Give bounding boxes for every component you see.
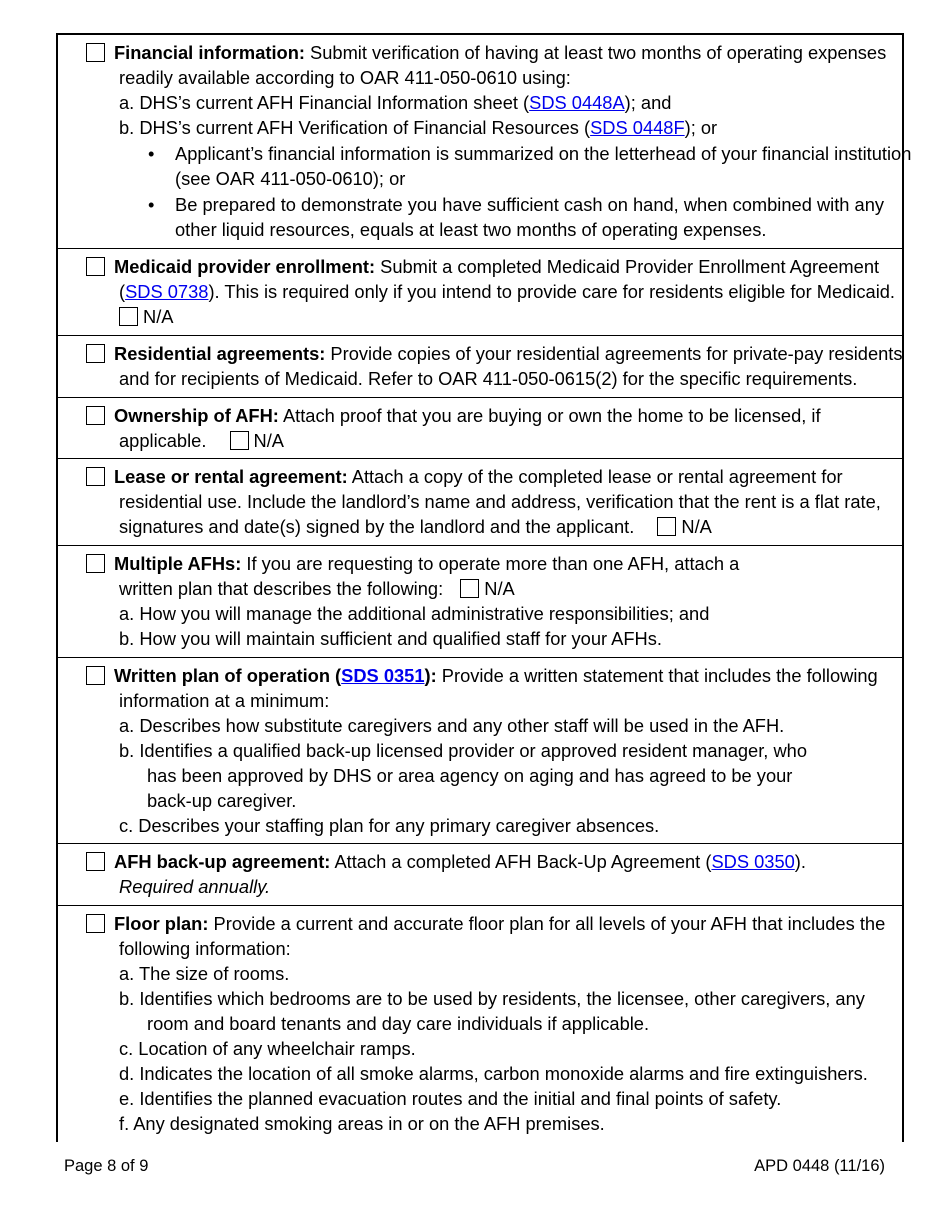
floor-item-a: a. The size of rooms. [119, 963, 290, 984]
bullet-icon: • [148, 194, 155, 215]
written-item-b2: has been approved by DHS or area agency on aging and has agreed to be your [147, 765, 793, 786]
written-item-c: c. Describes your staffing plan for any primary caregiver absences. [119, 815, 660, 836]
floor-line-2: following information: [119, 938, 291, 959]
sds-0350-link[interactable]: SDS 0350 [711, 851, 795, 872]
ownership-title: Ownership of AFH: [114, 405, 279, 426]
written-line-2: information at a minimum: [119, 690, 330, 711]
ownership-na-checkbox[interactable] [230, 431, 249, 450]
financial-item-a: a. DHS’s current AFH Financial Information sheet (SDS 0448A); and [119, 92, 672, 113]
financial-section [58, 35, 912, 249]
sds-0448f-link[interactable]: SDS 0448F [590, 117, 685, 138]
lease-title: Lease or rental agreement: [114, 466, 348, 487]
residential-line-1: Residential agreements: Provide copies of your residential agreements for private-pay residents [114, 343, 903, 364]
floor-item-d: d. Indicates the location of all smoke alarms, carbon monoxide alarms and fire extinguishers. [119, 1063, 868, 1084]
floor-item-b1: b. Identifies which bedrooms are to be used by residents, the licensee, other caregivers, any [119, 988, 865, 1009]
medicaid-section [58, 249, 902, 336]
written-item-b1: b. Identifies a qualified back-up licensed provider or approved resident manager, who [119, 740, 807, 761]
financial-checkbox[interactable] [86, 43, 105, 62]
financial-line-2: readily available according to OAR 411-050-0610 using: [119, 67, 571, 88]
page-number: Page 8 of 9 [64, 1157, 149, 1175]
form-id: APD 0448 (11/16) [754, 1157, 885, 1175]
written-title: Written plan of operation (SDS 0351): [114, 665, 437, 686]
lease-checkbox[interactable] [86, 467, 105, 486]
financial-bullet-2b: other liquid resources, equals at least two months of operating expenses. [175, 219, 767, 240]
floor-line-1: Floor plan: Provide a current and accurate floor plan for all levels of your AFH that includes the [114, 913, 886, 934]
floor-item-c: c. Location of any wheelchair ramps. [119, 1038, 416, 1059]
financial-item-b: b. DHS’s current AFH Verification of Financial Resources (SDS 0448F); or [119, 117, 718, 138]
lease-line-2: residential use. Include the landlord’s name and address, verification that the rent is a flat rate, [119, 491, 881, 512]
floor-section [58, 906, 902, 1142]
floor-item-e: e. Identifies the planned evacuation routes and the initial and final points of safety. [119, 1088, 782, 1109]
financial-line-1: Financial information: Submit verification of having at least two months of operating expenses [114, 42, 887, 63]
financial-bullet-1a: Applicant’s financial information is summarized on the letterhead of your financial institution [175, 143, 912, 164]
backup-checkbox[interactable] [86, 852, 105, 871]
multiple-line-2: written plan that describes the following: N/A [119, 578, 515, 599]
sds-0448a-link[interactable]: SDS 0448A [529, 92, 625, 113]
backup-title: AFH back-up agreement: [114, 851, 331, 872]
bullet-icon: • [148, 143, 155, 164]
backup-line-2: Required annually. [119, 876, 271, 897]
written-item-b3: back-up caregiver. [147, 790, 297, 811]
backup-section [58, 844, 902, 906]
sds-0351-link[interactable]: SDS 0351 [341, 665, 425, 686]
residential-checkbox[interactable] [86, 344, 105, 363]
residential-line-2: and for recipients of Medicaid. Refer to OAR 411-050-0615(2) for the specific requirements. [119, 368, 858, 389]
multiple-section [58, 546, 902, 658]
ownership-line-2: applicable. N/A [119, 430, 284, 451]
floor-item-f: f. Any designated smoking areas in or on the AFH premises. [119, 1113, 605, 1134]
medicaid-na: N/A [119, 306, 173, 328]
ownership-section [58, 398, 902, 459]
floor-item-b2: room and board tenants and day care individuals if applicable. [147, 1013, 650, 1034]
medicaid-line-2: (SDS 0738). This is required only if you intend to provide care for residents eligible for Medicaid. [119, 281, 896, 302]
ownership-checkbox[interactable] [86, 406, 105, 425]
written-section [58, 658, 902, 844]
multiple-na-checkbox[interactable] [460, 579, 479, 598]
multiple-item-a: a. How you will manage the additional administrative responsibilities; and [119, 603, 710, 624]
written-checkbox[interactable] [86, 666, 105, 685]
financial-title: Financial information: [114, 42, 305, 63]
written-item-a: a. Describes how substitute caregivers and any other staff will be used in the AFH. [119, 715, 785, 736]
checklist-table [56, 33, 912, 1142]
multiple-title: Multiple AFHs: [114, 553, 242, 574]
floor-checkbox[interactable] [86, 914, 105, 933]
medicaid-title: Medicaid provider enrollment: [114, 256, 376, 277]
lease-line-1: Lease or rental agreement: Attach a copy of the completed lease or rental agreement for [114, 466, 843, 487]
multiple-item-b: b. How you will maintain sufficient and qualified staff for your AFHs. [119, 628, 662, 649]
lease-na-checkbox[interactable] [657, 517, 676, 536]
floor-title: Floor plan: [114, 913, 209, 934]
financial-bullet-2a: Be prepared to demonstrate you have sufficient cash on hand, when combined with any [175, 194, 885, 215]
residential-title: Residential agreements: [114, 343, 326, 364]
medicaid-checkbox[interactable] [86, 257, 105, 276]
medicaid-line-1: Medicaid provider enrollment: Submit a completed Medicaid Provider Enrollment Agreement [114, 256, 880, 277]
medicaid-na-checkbox[interactable] [119, 307, 138, 326]
residential-section [58, 336, 902, 398]
backup-line-1: AFH back-up agreement: Attach a completed AFH Back-Up Agreement (SDS 0350). [114, 851, 806, 872]
lease-line-3: signatures and date(s) signed by the landlord and the applicant. N/A [119, 516, 712, 537]
lease-section [58, 459, 902, 546]
written-line-1: Written plan of operation (SDS 0351): Provide a written statement that includes the following [114, 665, 878, 686]
multiple-checkbox[interactable] [86, 554, 105, 573]
sds-0738-link[interactable]: SDS 0738 [125, 281, 209, 302]
multiple-line-1: Multiple AFHs: If you are requesting to operate more than one AFH, attach a [114, 553, 740, 574]
financial-bullet-1b: (see OAR 411-050-0610); or [175, 168, 406, 189]
ownership-line-1: Ownership of AFH: Attach proof that you are buying or own the home to be licensed, if [114, 405, 821, 426]
